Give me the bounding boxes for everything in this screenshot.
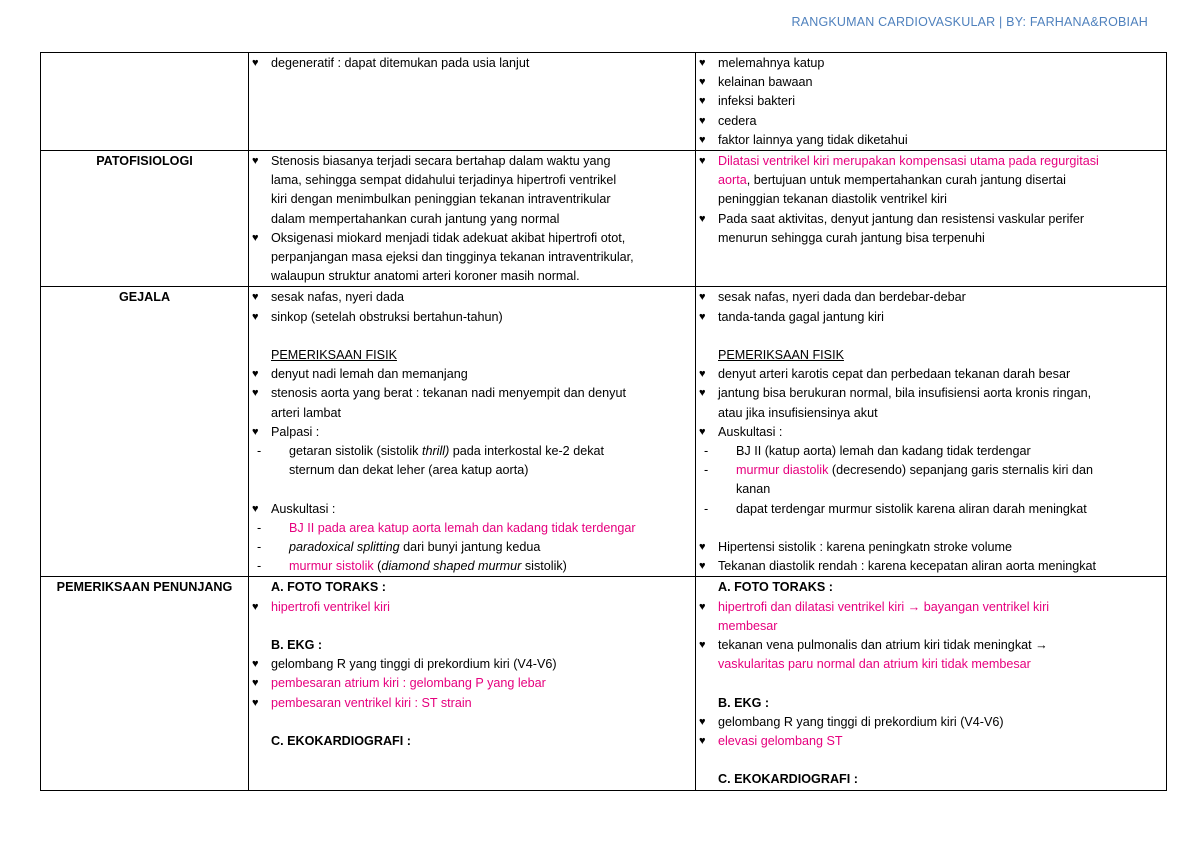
continuation-line (253, 578, 691, 597)
bullet-item (253, 500, 691, 519)
continuation-line (253, 636, 691, 655)
text-segment: infeksi bakteri (718, 94, 795, 109)
text-segment: dari bunyi jantung kedua (399, 540, 541, 555)
text-segment: sternum dan dekat leher (area katup aorta) (289, 463, 529, 478)
summary-table (40, 52, 1167, 791)
text-segment: BJ II (katup aorta) lemah dan kadang tidak terdengar (736, 444, 1031, 459)
continuation-line (253, 267, 691, 286)
dash-item (700, 461, 1162, 480)
stenosis-cell (249, 151, 696, 287)
dash-item (253, 538, 691, 557)
text-segment: gelombang R yang tinggi di prekordium kiri (V4-V6) (271, 657, 557, 672)
text-segment: gelombang R yang tinggi di prekordium kiri (V4-V6) (718, 714, 1004, 729)
text-segment: sinkop (setelah obstruksi bertahun-tahun) (271, 309, 503, 324)
bullet-item (253, 308, 691, 327)
table-row (41, 53, 1167, 151)
text-segment: kelainan bawaan (718, 75, 813, 90)
bullet-item (253, 54, 691, 73)
bullet-item (253, 288, 691, 307)
bullet-item (700, 54, 1162, 73)
bullet-item (700, 598, 1162, 617)
text-segment: A. FOTO TORAKS : (718, 580, 833, 595)
text-segment: sesak nafas, nyeri dada (271, 290, 405, 305)
text-segment: Hipertensi sistolik : karena peningkatn stroke volume (718, 540, 1012, 555)
regurgitation-cell (696, 151, 1167, 287)
text-segment: dapat terdengar murmur sistolik karena aliran darah meningkat (736, 501, 1087, 516)
text-segment: degeneratif : dapat ditemukan pada usia lanjut (271, 56, 530, 70)
text-segment: peninggian tekanan diastolik ventrikel kiri (718, 192, 947, 207)
blank-line (253, 327, 691, 346)
highlighted-text: murmur sistolik (289, 559, 374, 574)
highlighted-text: membesar (718, 618, 778, 633)
blank-line (700, 751, 1162, 770)
bullet-item (700, 92, 1162, 111)
row-label: PEMERIKSAAN PENUNJANG (41, 577, 249, 790)
bullet-item (700, 732, 1162, 751)
text-segment: C. EKOKARDIOGRAFI : (271, 734, 411, 749)
text-segment: arteri lambat (271, 405, 341, 420)
regurgitation-cell (696, 577, 1167, 790)
regurgitation-cell (696, 287, 1167, 577)
blank-line (253, 713, 691, 732)
row-label: GEJALA (41, 287, 249, 577)
bullet-item (700, 288, 1162, 307)
bullet-item (700, 423, 1162, 442)
continuation-line (700, 578, 1162, 597)
continuation-line (700, 655, 1162, 674)
row-label (41, 53, 249, 151)
bullet-item (253, 655, 691, 674)
text-segment: faktor lainnya yang tidak diketahui (718, 132, 908, 147)
text-segment: PEMERIKSAAN FISIK (271, 348, 397, 363)
text-segment: paradoxical splitting (289, 540, 400, 555)
continuation-line (700, 171, 1162, 190)
blank-line (700, 519, 1162, 538)
blank-line (700, 674, 1162, 693)
bullet-item (700, 557, 1162, 576)
bullet-item (253, 674, 691, 693)
text-segment: sesak nafas, nyeri dada dan berdebar-debar (718, 290, 966, 305)
bullet-item (700, 538, 1162, 557)
text-segment: dalam mempertahankan curah jantung yang normal (271, 211, 560, 226)
text-segment: menurun sehingga curah jantung bisa terpenuhi (718, 230, 985, 245)
text-segment: melemahnya katup (718, 56, 825, 70)
highlighted-text: murmur diastolik (736, 463, 829, 478)
dash-item (253, 557, 691, 576)
bullet-item (700, 112, 1162, 131)
text-segment: diamond shaped murmur (381, 559, 522, 574)
stenosis-cell (249, 577, 696, 790)
text-segment: PEMERIKSAAN FISIK (718, 348, 844, 363)
text-segment: B. EKG : (718, 695, 770, 710)
text-segment: perpanjangan masa ejeksi dan tingginya tekanan intraventrikular, (271, 250, 634, 265)
highlighted-text: pembesaran ventrikel kiri : ST strain (271, 695, 472, 710)
stenosis-cell (249, 287, 696, 577)
table-row (41, 151, 1167, 287)
bullet-item (253, 152, 691, 171)
bullet-item (700, 636, 1162, 655)
text-segment: ( (373, 559, 382, 574)
bullet-item (700, 210, 1162, 229)
text-segment: Palpasi : (271, 424, 320, 439)
text-segment: lama, sehingga sempat didahului terjadinya hipertrofi ventrikel (271, 173, 617, 188)
continuation-line (700, 617, 1162, 636)
row-label: PATOFISIOLOGI (41, 151, 249, 287)
continuation-line (253, 171, 691, 190)
text-segment: A. FOTO TORAKS : (271, 580, 386, 595)
continuation-line (700, 694, 1162, 713)
highlighted-text: Dilatasi ventrikel kiri merupakan kompensasi utama pada regurgitasi (718, 154, 1099, 169)
text-segment: pada interkostal ke-2 dekat (449, 444, 604, 459)
text-segment: Pada saat aktivitas, denyut jantung dan resistensi vaskular perifer (718, 211, 1085, 226)
continuation-line (253, 346, 691, 365)
text-segment: denyut nadi lemah dan memanjang (271, 367, 468, 382)
bullet-item (700, 365, 1162, 384)
table-row (41, 577, 1167, 790)
text-segment: (decresendo) sepanjang garis sternalis kiri dan (828, 463, 1093, 478)
page-header: RANGKUMAN CARDIOVASKULAR | BY: FARHANA&ROBIAH (791, 15, 1148, 29)
dash-item (253, 519, 691, 538)
text-segment: Auskultasi : (271, 501, 336, 516)
text-segment: getaran sistolik (sistolik (289, 444, 422, 459)
highlighted-text: aorta (718, 173, 747, 188)
bullet-item (253, 365, 691, 384)
text-segment: thrill) (421, 444, 450, 459)
bullet-item (700, 152, 1162, 171)
dash-item (253, 442, 691, 461)
dash-item (700, 442, 1162, 461)
bullet-item (700, 73, 1162, 92)
regurgitation-cell (696, 53, 1167, 151)
text-segment: Auskultasi : (718, 424, 783, 439)
continuation-line (700, 190, 1162, 209)
text-segment: walaupun struktur anatomi arteri koroner masih normal. (271, 269, 580, 284)
text-segment: Tekanan diastolik rendah : karena kecepatan aliran aorta meningkat (718, 559, 1097, 574)
bullet-item (253, 384, 691, 403)
highlighted-text: BJ II pada area katup aorta lemah dan kadang tidak terdengar (289, 520, 636, 535)
highlighted-text: vaskularitas paru normal dan atrium kiri tidak membesar (718, 657, 1031, 672)
highlighted-text: pembesaran atrium kiri : gelombang P yang lebar (271, 676, 546, 691)
summary-table-body (41, 53, 1167, 791)
continuation-line (700, 770, 1162, 789)
text-segment: kiri dengan menimbulkan peninggian tekanan intraventrikular (271, 192, 611, 207)
highlighted-text: elevasi gelombang ST (718, 734, 843, 749)
continuation-line (700, 480, 1162, 499)
text-segment: Oksigenasi miokard menjadi tidak adekuat akibat hipertrofi otot, (271, 230, 626, 245)
continuation-line (253, 248, 691, 267)
stenosis-cell (249, 53, 696, 151)
highlighted-text: hipertrofi ventrikel kiri (271, 599, 390, 614)
text-segment: sistolik) (521, 559, 567, 574)
bullet-item (700, 384, 1162, 403)
bullet-item (253, 423, 691, 442)
text-segment: kanan (736, 482, 771, 497)
table-row (41, 287, 1167, 577)
bullet-item (700, 308, 1162, 327)
blank-line (700, 327, 1162, 346)
bullet-item (700, 713, 1162, 732)
bullet-item (253, 229, 691, 248)
text-segment: , bertujuan untuk mempertahankan curah jantung disertai (746, 173, 1066, 188)
text-segment: B. EKG : (271, 638, 323, 653)
continuation-line (253, 732, 691, 751)
blank-line (253, 617, 691, 636)
bullet-item (700, 131, 1162, 150)
blank-line (253, 480, 691, 499)
text-segment: denyut arteri karotis cepat dan perbedaan tekanan darah besar (718, 367, 1071, 382)
continuation-line (700, 404, 1162, 423)
text-segment: tanda-tanda gagal jantung kiri (718, 309, 884, 324)
text-segment: cedera (718, 113, 757, 128)
text-segment: C. EKOKARDIOGRAFI : (718, 772, 858, 787)
text-segment: atau jika insufisiensinya akut (718, 405, 878, 420)
highlighted-text: hipertrofi dan dilatasi ventrikel kiri → bayangan ventrikel kiri (718, 599, 1050, 614)
continuation-line (253, 404, 691, 423)
bullet-item (253, 598, 691, 617)
dash-item (700, 500, 1162, 519)
text-segment: Stenosis biasanya terjadi secara bertahap dalam waktu yang (271, 154, 611, 169)
continuation-line (253, 210, 691, 229)
text-segment: jantung bisa berukuran normal, bila insufisiensi aorta kronis ringan, (718, 386, 1092, 401)
text-segment: stenosis aorta yang berat : tekanan nadi menyempit dan denyut (271, 386, 626, 401)
continuation-line (253, 461, 691, 480)
continuation-line (253, 190, 691, 209)
bullet-item (253, 694, 691, 713)
text-segment: tekanan vena pulmonalis dan atrium kiri tidak meningkat → (718, 638, 1048, 653)
continuation-line (700, 229, 1162, 248)
continuation-line (700, 346, 1162, 365)
